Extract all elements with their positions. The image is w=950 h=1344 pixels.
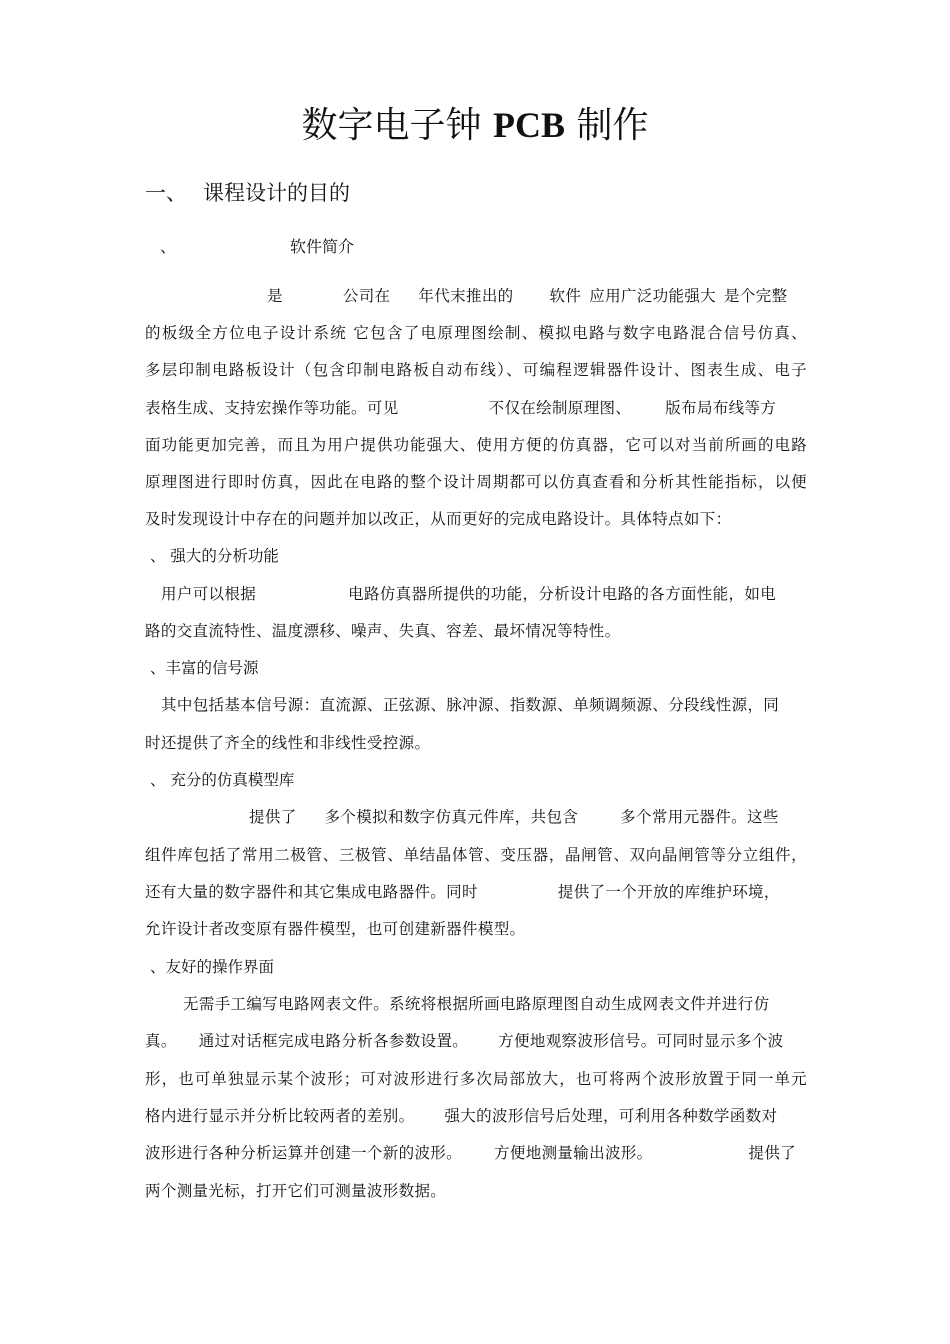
text-run: 版布局布线等方 — [665, 399, 777, 417]
text-run: 通过对话框完成电路分析各参数设置。 — [198, 1032, 469, 1050]
paragraph-line — [145, 396, 807, 420]
feature-heading: 、 强大的分析功能 — [150, 547, 279, 565]
text-run: 方便地测量输出波形。 — [494, 1144, 653, 1162]
text-run: 真。 — [145, 1032, 177, 1050]
title-text-en: PCB — [493, 105, 565, 145]
paragraph-line — [145, 992, 807, 1016]
section-number: 、 — [160, 237, 177, 256]
text-run: 公司在 — [342, 287, 391, 305]
text-run: 强大的波形信号后处理，可利用各种数学函数对 — [444, 1107, 778, 1125]
text-run: 是个完整 — [724, 287, 788, 305]
paragraph-line: 的板级全方位电子设计系统 它包含了电原理图绘制、模拟电路与数字电路混合信号仿真、 — [145, 324, 807, 342]
section-heading-2 — [160, 235, 354, 259]
text-run: 年代末推出的 — [418, 287, 514, 305]
feature-heading: 、友好的操作界面 — [150, 958, 275, 976]
text-run: 其中包括基本信号源：直流源、正弦源、脉冲源、指数源、单频调频源、分段线性源，同 — [161, 696, 780, 714]
paragraph-line — [145, 1104, 807, 1128]
paragraph-line — [145, 880, 807, 904]
paragraph-line — [145, 693, 807, 717]
text-run: 提供了一个开放的库维护环境， — [557, 883, 780, 901]
section-title: 软件简介 — [290, 237, 355, 256]
text-run: 多个模拟和数字仿真元件库，共包含 — [324, 808, 579, 826]
text-run: 用户可以根据 — [161, 585, 257, 603]
text-run: 波形进行各种分析运算并创建一个新的波形。 — [145, 1144, 463, 1162]
paragraph-line: 路的交直流特性、温度漂移、噪声、失真、容差、最坏情况等特性。 — [145, 622, 621, 640]
title-text-1: 数字电子钟 — [301, 105, 482, 146]
paragraph-line: 多层印制电路板设计（包含印制电路板自动布线）、可编程逻辑器件设计、图表生成、电子 — [145, 361, 807, 379]
paragraph-line: 原理图进行即时仿真，因此在电路的整个设计周期都可以仿真查看和分析其性能指标，以便 — [145, 473, 807, 491]
text-run: 软件 — [549, 287, 582, 305]
title-text-2: 制作 — [576, 105, 649, 146]
feature-heading: 、丰富的信号源 — [150, 659, 259, 677]
page-title — [0, 100, 950, 151]
section-heading-1 — [145, 178, 350, 208]
section-number: 一、 — [145, 181, 187, 205]
text-run: 无需手工编写电路网表文件。系统将根据所画电路原理图自动生成网表文件并进行仿 — [183, 995, 770, 1013]
text-run: 多个常用元器件。这些 — [620, 808, 779, 826]
text-run: 方便地观察波形信号。可同时显示多个波 — [498, 1032, 784, 1050]
paragraph-line — [145, 805, 807, 829]
paragraph-line: 形，也可单独显示某个波形；可对波形进行多次局部放大，也可将两个波形放置于同一单元 — [145, 1070, 807, 1088]
paragraph-line: 允许设计者改变原有器件模型，也可创建新器件模型。 — [145, 920, 526, 938]
text-run: 还有大量的数字器件和其它集成电路器件。同时 — [145, 883, 478, 901]
paragraph-line — [145, 1141, 807, 1165]
text-run: 不仅在绘制原理图、 — [488, 399, 632, 417]
text-run: 电路仿真器所提供的功能，分析设计电路的各方面性能，如电 — [348, 585, 777, 603]
section-title: 课程设计的目的 — [203, 181, 350, 205]
paragraph-line — [145, 582, 807, 606]
text-run: 提供了 — [249, 808, 297, 826]
paragraph-line — [145, 1029, 807, 1053]
text-run: 应用广泛功能强大 — [589, 287, 717, 305]
paragraph-line: 及时发现设计中存在的问题并加以改正，从而更好的完成电路设计。具体特点如下： — [145, 510, 732, 528]
paragraph-line: 时还提供了齐全的线性和非线性受控源。 — [145, 734, 431, 752]
text-run: 格内进行显示并分析比较两者的差别。 — [145, 1107, 415, 1125]
text-run: 是 — [267, 287, 283, 305]
paragraph-line: 两个测量光标，打开它们可测量波形数据。 — [145, 1182, 447, 1200]
feature-heading: 、 充分的仿真模型库 — [150, 771, 295, 789]
paragraph-line: 面功能更加完善，而且为用户提供功能强大、使用方便的仿真器，它可以对当前所画的电路 — [145, 436, 807, 454]
paragraph-line — [145, 284, 807, 308]
text-run: 表格生成、支持宏操作等功能。可见 — [145, 399, 399, 417]
text-run: 提供了 — [748, 1144, 797, 1162]
paragraph-line: 组件库包括了常用二极管、三极管、单结晶体管、变压器，晶闸管、双向晶闸管等分立组件， — [145, 846, 807, 864]
